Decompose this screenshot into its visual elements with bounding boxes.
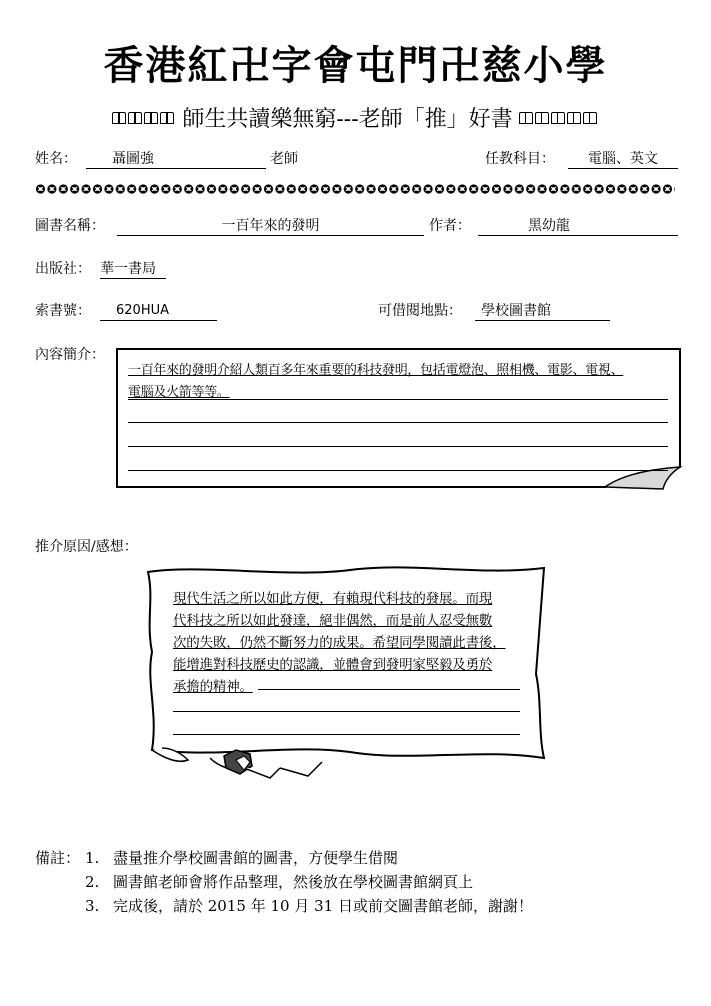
note-item: 2. 圖書館老師會將作品整理，然後放在學校圖書館網頁上 <box>85 873 474 891</box>
teacher-title-suffix: 老師 <box>270 151 298 167</box>
publisher-label: 出版社： <box>35 261 91 277</box>
writing-line <box>173 711 520 712</box>
reason-line: 次的失敗，仍然不斷努力的成果。希望同學閱讀此書後， <box>173 635 506 651</box>
reason-line: 承擔的精神。 <box>173 679 253 695</box>
writing-line <box>173 734 520 735</box>
call-number-label: 索書號： <box>35 303 91 319</box>
call-number-value: 620HUA <box>116 303 169 318</box>
author-field <box>478 217 678 236</box>
reason-line: 現代生活之所以如此方便，有賴現代科技的發展。而現 <box>173 591 493 607</box>
subtitle-text: 師生共讀樂無窮---老師「推」好書 <box>182 107 513 132</box>
call-number-field <box>100 302 217 321</box>
summary-line: 一百年來的發明介紹人類百多年來重要的科技發明，包括電燈泡、照相機、電影、電視、 <box>128 363 624 378</box>
reason-line: 代科技之所以如此發達，絕非偶然，而是前人忍受無數 <box>173 613 493 629</box>
author-value: 黑幼龍 <box>528 218 570 234</box>
reason-label: 推介原因/感想： <box>35 539 138 555</box>
location-field <box>475 302 610 321</box>
books-icon <box>112 106 176 134</box>
notes-list <box>85 846 533 918</box>
reason-text <box>173 588 523 698</box>
notes-label: 備註： <box>35 849 81 867</box>
location-value: 學校圖書館 <box>481 303 551 319</box>
decorative-divider <box>35 182 675 196</box>
note-item: 1. 盡量推介學校圖書館的圖書，方便學生借閱 <box>85 849 399 867</box>
summary-label: 內容簡介： <box>35 347 105 363</box>
teacher-name-field <box>86 150 266 169</box>
book-title-value: 一百年來的發明 <box>117 217 424 236</box>
books-icon <box>519 106 599 134</box>
writing-line <box>258 689 520 690</box>
subject-label: 任教科目： <box>485 151 555 167</box>
writing-line <box>128 470 668 471</box>
author-label: 作者： <box>429 218 471 234</box>
form-subtitle <box>0 106 711 134</box>
publisher-value: 華一書局 <box>100 260 166 279</box>
note-item: 3. 完成後，請於 2015 年 10 月 31 日或前交圖書館老師，謝謝！ <box>85 897 533 915</box>
reason-line: 能增進對科技歷史的認識，並體會到發明家堅毅及勇於 <box>173 657 493 673</box>
location-label: 可借閱地點： <box>378 303 462 319</box>
writing-line <box>128 422 668 423</box>
summary-text <box>128 360 673 404</box>
school-name: 香港紅卍字會屯門卍慈小學 <box>103 42 608 89</box>
name-label: 姓名： <box>35 151 77 167</box>
writing-line <box>128 446 668 447</box>
book-title-label: 圖書名稱： <box>35 218 105 234</box>
writing-line <box>128 399 668 400</box>
subject-value: 電腦、英文 <box>568 150 678 169</box>
teacher-name-value: 聶圖強 <box>112 151 154 167</box>
summary-line: 電腦及火箭等等。 <box>128 385 230 400</box>
